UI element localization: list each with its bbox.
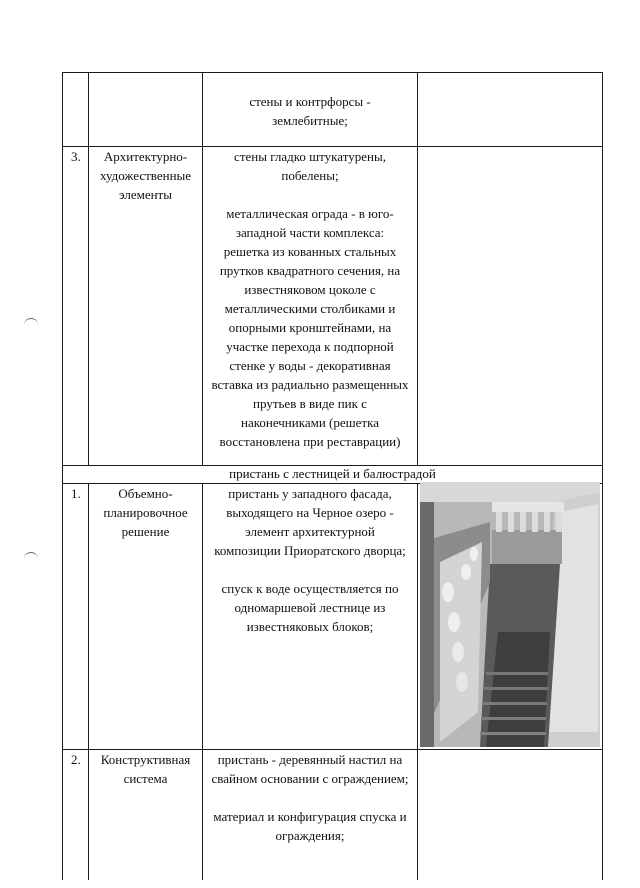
text-line: известняковых блоков; (246, 619, 374, 634)
text-line: стены и контрфорсы - (249, 94, 371, 109)
text-line: Объемно- (118, 486, 173, 501)
text-line: система (123, 771, 168, 786)
margin-mark (24, 552, 38, 559)
row-3-description (203, 750, 417, 845)
text-line: решение (121, 524, 170, 539)
text-line: пристань у западного фасада, (228, 486, 392, 501)
row-number: 3. (71, 149, 81, 164)
text-line: Конструктивная (100, 752, 191, 767)
row-2-name (89, 484, 202, 541)
row-number: 1. (71, 486, 81, 501)
row-1-name (89, 147, 202, 204)
text-line: материал и конфигурация спуска и (213, 809, 407, 824)
text-line: опорными кронштейнами, на (228, 320, 392, 335)
text-line: решетка из кованных стальных (223, 244, 397, 259)
pier-staircase-photo (420, 482, 600, 747)
attribute-table (62, 72, 603, 880)
text-line: западной части комплекса: (235, 225, 385, 240)
text-line: прутков квадратного сечения, на (219, 263, 401, 278)
text-line: Архитектурно- (103, 149, 188, 164)
text-line: спуск к воде осуществляется по (221, 581, 399, 596)
text-line: планировочное (103, 505, 188, 520)
text-line: выходящего на Черное озеро - (226, 505, 394, 520)
text-line: землебитные; (272, 113, 348, 128)
text-line: стенке у воды - декоративная (229, 358, 391, 373)
text-line: вставка из радиально размещенных (211, 377, 409, 392)
row-number: 2. (71, 752, 81, 767)
margin-mark (24, 318, 38, 325)
text-line: участке перехода к подпорной (226, 339, 394, 354)
text-line: восстановлена при реставрации) (219, 434, 401, 449)
text-line: элемент архитектурной (245, 524, 375, 539)
row-0-description (203, 92, 417, 130)
text-line: композиции Приоратского дворца; (214, 543, 406, 558)
text-line: известняковом цоколе с (244, 282, 376, 297)
section-header: пристань с лестницей и балюстрадой (229, 466, 436, 481)
row-2-description (203, 484, 417, 636)
text-line: свайном основании с ограждением; (211, 771, 409, 786)
text-line: побелены; (281, 168, 339, 183)
text-line: металлическими столбиками и (224, 301, 396, 316)
text-line: наконечниками (решетка (240, 415, 379, 430)
row-3-name (89, 750, 202, 788)
text-line: элементы (119, 187, 172, 202)
text-line: ограждения; (275, 828, 345, 843)
text-line: прутьев в виде пик с (253, 396, 367, 411)
text-line: металлическая ограда - в юго- (226, 206, 394, 221)
text-line: пристань - деревянный настил на (217, 752, 403, 767)
text-line: одномаршевой лестнице из (234, 600, 386, 615)
row-1-description (203, 147, 417, 451)
text-line: стены гладко штукатурены, (234, 149, 386, 164)
text-line: художественные (99, 168, 192, 183)
